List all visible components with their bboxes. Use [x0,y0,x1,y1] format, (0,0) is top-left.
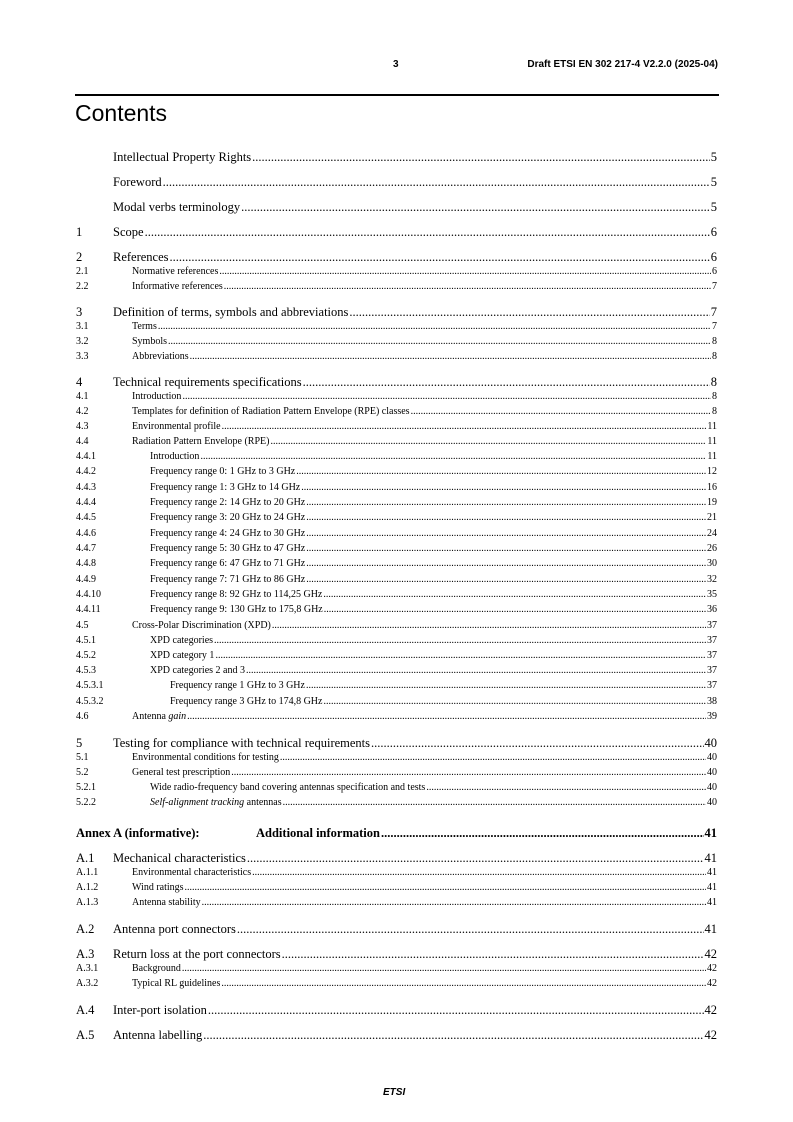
toc-entry[interactable] [76,336,717,347]
toc-entry-page: 41 [704,922,717,936]
toc-entry[interactable] [76,375,717,390]
toc-entry-number: 4 [76,375,83,389]
toc-leader-dots [381,826,704,841]
toc-entry[interactable] [76,512,717,523]
toc-entry-page: 19 [707,497,717,508]
toc-entry-number: 5.1 [76,752,89,763]
toc-leader-dots [219,266,711,277]
toc-entry-number: 4.4.2 [76,466,96,477]
toc-entry-number: 3.1 [76,321,89,332]
toc-leader-dots [145,225,710,240]
toc-leader-dots [214,635,706,646]
toc-entry-title: Inter-port isolation [113,1003,207,1017]
toc-entry[interactable] [76,696,717,707]
toc-entry-number: 4.4.6 [76,528,96,539]
toc-entry-page: 42 [704,1028,717,1042]
toc-entry-number: 2.2 [76,281,89,292]
toc-entry-title: Intellectual Property Rights [113,150,252,164]
toc-entry-number: 4.4.3 [76,482,96,493]
toc-entry-title: Informative references [132,281,223,292]
toc-entry-title: Normative references [132,266,219,277]
toc-entry-page: 40 [707,797,717,808]
page-title: Contents [75,100,168,126]
toc-entry-title: Mechanical characteristics [113,851,246,865]
toc-entry-title: XPD categories [150,635,214,646]
toc-entry-page: 42 [707,963,717,974]
toc-entry-page: 37 [707,620,717,631]
toc-leader-dots [303,375,710,390]
toc-entry-number: A.3.2 [76,978,99,989]
toc-entry-page: 11 [707,451,717,462]
toc-entry-page: 36 [707,604,717,615]
toc-entry-page: 40 [704,736,717,750]
toc-entry-title: Antenna stability [132,897,201,908]
toc-entry-number: A.3 [76,947,95,961]
toc-entry-page: 41 [707,867,717,878]
toc-entry-number: A.4 [76,1003,95,1017]
toc-entry[interactable] [76,589,717,600]
toc-entry-page: 8 [712,336,717,347]
toc-entry-number: 4.4.7 [76,543,96,554]
toc-entry-title: Frequency range 3 GHz to 174,8 GHz [170,696,323,707]
toc-entry[interactable] [76,665,717,676]
toc-entry-title: Frequency range 6: 47 GHz to 71 GHz [150,558,306,569]
toc-leader-dots [283,797,706,808]
toc-entry-number: A.1 [76,851,95,865]
toc-leader-dots [306,512,706,523]
toc-entry-page: 8 [712,391,717,402]
toc-leader-dots [215,650,706,661]
toc-leader-dots [301,482,706,493]
toc-leader-dots [158,321,711,332]
toc-leader-dots [246,665,706,676]
toc-entry[interactable] [76,947,717,962]
toc-entry[interactable] [76,826,717,841]
toc-entry-page: 7 [712,281,717,292]
toc-leader-dots [306,574,706,585]
toc-entry[interactable] [76,482,717,493]
toc-leader-dots [203,1028,703,1043]
toc-entry[interactable] [76,604,717,615]
toc-entry[interactable] [76,752,717,763]
toc-leader-dots [272,620,706,631]
toc-leader-dots [411,406,711,417]
toc-entry-title: Radiation Pattern Envelope (RPE) [132,436,270,447]
toc-entry-page: 24 [707,528,717,539]
toc-entry-page: 8 [710,375,717,389]
toc-entry[interactable] [76,620,717,631]
toc-entry[interactable] [76,281,717,292]
toc-entry-page: 40 [707,782,717,793]
toc-entry[interactable] [76,767,717,778]
toc-entry-number: 3.3 [76,351,89,362]
toc-leader-dots [221,978,706,989]
toc-entry[interactable] [76,266,717,277]
toc-entry[interactable] [76,1028,717,1043]
toc-entry[interactable] [76,225,717,240]
toc-leader-dots [187,711,706,722]
toc-leader-dots [237,922,704,937]
toc-entry-number: 4.5.3.1 [76,680,104,691]
toc-entry-title: Return loss at the port connectors [113,947,281,961]
toc-entry-number: 2.1 [76,266,89,277]
toc-entry-title: Frequency range 7: 71 GHz to 86 GHz [150,574,306,585]
toc-entry-number: Annex A (informative): [76,826,200,840]
toc-entry[interactable] [76,851,717,866]
toc-leader-dots [252,867,706,878]
toc-entry-number: 1 [76,225,83,239]
toc-entry-number: A.1.2 [76,882,99,893]
toc-entry-number: 4.4.5 [76,512,96,523]
toc-entry-page: 37 [707,680,717,691]
toc-leader-dots [202,897,706,908]
toc-entry-number: 4.4.8 [76,558,96,569]
toc-entry[interactable] [76,782,717,793]
toc-leader-dots [200,451,706,462]
header-page-number: 3 [393,59,399,70]
toc-leader-dots [170,250,710,265]
toc-entry[interactable] [76,528,717,539]
toc-entry-page: 35 [707,589,717,600]
toc-entry[interactable] [76,150,717,165]
toc-entry-page: 7 [712,321,717,332]
toc-entry[interactable] [76,436,717,447]
toc-entry-title: Frequency range 5: 30 GHz to 47 GHz [150,543,306,554]
toc-entry-number: 4.4.10 [76,589,101,600]
toc-entry-number: 4.5.1 [76,635,96,646]
toc-entry-title: Frequency range 9: 130 GHz to 175,8 GHz [150,604,323,615]
toc-entry-page: 38 [707,696,717,707]
toc-entry[interactable] [76,736,717,751]
toc-entry-number: A.3.1 [76,963,99,974]
toc-entry-page: 40 [707,752,717,763]
toc-entry-page: 8 [712,351,717,362]
toc-entry-page: 12 [707,466,717,477]
toc-entry-number: A.2 [76,922,95,936]
toc-entry[interactable] [76,305,717,320]
toc-entry[interactable] [76,543,717,554]
toc-entry-page: 5 [710,150,717,164]
toc-entry[interactable] [76,406,717,417]
toc-entry-page: 21 [707,512,717,523]
toc-entry-page: 42 [707,978,717,989]
toc-entry-title: Wind ratings [132,882,184,893]
toc-leader-dots [182,963,706,974]
toc-entry-title: Typical RL guidelines [132,978,221,989]
toc-entry[interactable] [76,680,717,691]
toc-entry-page: 42 [704,1003,717,1017]
toc-leader-dots [349,305,709,320]
toc-entry[interactable] [76,351,717,362]
toc-entry[interactable] [76,650,717,661]
toc-entry-number: 4.4.11 [76,604,101,615]
toc-leader-dots [296,466,706,477]
toc-entry-title: XPD categories 2 and 3 [150,665,245,676]
toc-entry-page: 37 [707,650,717,661]
toc-entry-number: 5.2.1 [76,782,96,793]
toc-entry-page: 37 [707,635,717,646]
toc-leader-dots [323,696,706,707]
toc-entry-page: 41 [707,897,717,908]
toc-entry-number: A.5 [76,1028,95,1042]
toc-entry[interactable] [76,558,717,569]
toc-entry-title: Frequency range 1: 3 GHz to 14 GHz [150,482,301,493]
toc-entry-title: Symbols [132,336,168,347]
toc-entry[interactable] [76,978,717,989]
toc-entry-title: Frequency range 1 GHz to 3 GHz [170,680,305,691]
toc-entry[interactable] [76,497,717,508]
toc-leader-dots [252,150,710,165]
toc-entry-page: 11 [707,436,717,447]
toc-entry-title: Technical requirements specifications [113,375,302,389]
toc-entry-page: 37 [707,665,717,676]
toc-entry[interactable] [76,897,717,908]
toc-entry-number: 4.4 [76,436,89,447]
toc-entry-number: 4.6 [76,711,89,722]
toc-entry-page: 11 [707,421,717,432]
toc-entry-page: 42 [704,947,717,961]
toc-entry-number: 5.2 [76,767,89,778]
toc-entry-page: 41 [704,826,717,840]
toc-entry-title: Environmental conditions for testing [132,752,279,763]
toc-entry-page: 26 [707,543,717,554]
toc-entry[interactable] [76,867,717,878]
toc-entry-title: General test prescription [132,767,231,778]
toc-entry[interactable] [76,391,717,402]
toc-entry-title: Foreword [113,175,162,189]
toc-leader-dots [270,436,706,447]
toc-leader-dots [306,680,706,691]
toc-entry-page: 40 [707,767,717,778]
toc-leader-dots [282,947,704,962]
toc-entry-page: 8 [712,406,717,417]
toc-entry-title: Environmental profile [132,421,221,432]
toc-entry-number: 4.1 [76,391,89,402]
toc-entry-page: 5 [710,175,717,189]
toc-entry-page: 6 [710,250,717,264]
toc-entry-title: Antenna labelling [113,1028,203,1042]
toc-entry-page: 30 [707,558,717,569]
toc-entry-number: 4.4.1 [76,451,96,462]
toc-entry[interactable] [76,175,717,190]
toc-entry[interactable] [76,1003,717,1018]
toc-leader-dots [168,336,711,347]
toc-entry-title: XPD category 1 [150,650,215,661]
toc-entry-page: 41 [707,882,717,893]
toc-entry-title: Introduction [150,451,200,462]
toc-entry-title: Frequency range 8: 92 GHz to 114,25 GHz [150,589,323,600]
toc-entry[interactable] [76,797,717,808]
toc-entry-title-italic: gain [168,711,187,722]
toc-entry-title: References [113,250,169,264]
toc-entry-title: Modal verbs terminology [113,200,241,214]
toc-entry-number: 4.5.2 [76,650,96,661]
toc-leader-dots [182,391,711,402]
toc-leader-dots [224,281,711,292]
toc-entry-page: 39 [707,711,717,722]
toc-leader-dots [323,589,706,600]
toc-entry-title-italic: Self-alignment tracking [150,797,245,808]
toc-entry-number: 5.2.2 [76,797,96,808]
toc-entry-title: Wide radio-frequency band covering antennas specification and tests [150,782,426,793]
toc-entry-title: Environmental characteristics [132,867,252,878]
toc-entry-title: Background [132,963,181,974]
toc-leader-dots [324,604,706,615]
toc-entry[interactable] [76,882,717,893]
toc-entry-number: 4.5 [76,620,89,631]
toc-leader-dots [208,1003,704,1018]
toc-entry[interactable] [76,711,717,722]
toc-leader-dots [426,782,706,793]
toc-entry-title: Templates for definition of Radiation Pattern Envelope (RPE) classes [132,406,410,417]
toc-entry-number: 2 [76,250,83,264]
toc-entry-page: 5 [710,200,717,214]
toc-entry-title: Cross-Polar Discrimination (XPD) [132,620,271,631]
toc-entry-number: 4.5.3.2 [76,696,104,707]
toc-entry-title: Frequency range 3: 20 GHz to 24 GHz [150,512,306,523]
toc-entry-number: A.1.1 [76,867,99,878]
toc-entry[interactable] [76,421,717,432]
toc-entry[interactable] [76,200,717,215]
toc-entry-page: 6 [712,266,717,277]
toc-leader-dots [280,752,706,763]
toc-leader-dots [185,882,706,893]
toc-leader-dots [306,543,706,554]
toc-entry-number: 5 [76,736,83,750]
toc-entry-title: Abbreviations [132,351,189,362]
toc-entry-number: 3.2 [76,336,89,347]
toc-entry-number: 4.2 [76,406,89,417]
toc-leader-dots [306,528,706,539]
toc-entry[interactable] [76,250,717,265]
toc-entry-title: Frequency range 0: 1 GHz to 3 GHz [150,466,296,477]
toc-entry-title: Frequency range 2: 14 GHz to 20 GHz [150,497,306,508]
toc-leader-dots [247,851,704,866]
toc-leader-dots [241,200,710,215]
footer-label: ETSI [383,1087,406,1098]
toc-leader-dots [190,351,711,362]
toc-entry-number: 4.3 [76,421,89,432]
toc-entry[interactable] [76,321,717,332]
toc-entry-title: Terms [132,321,157,332]
toc-entry-page: 7 [710,305,717,319]
toc-entry-title: Antenna [132,711,169,722]
toc-entry-page: 41 [704,851,717,865]
toc-entry-number: 4.4.9 [76,574,96,585]
toc-leader-dots [306,497,706,508]
toc-entry-number: A.1.3 [76,897,99,908]
toc-entry-page: 6 [710,225,717,239]
toc-leader-dots [371,736,703,751]
toc-entry-title: Introduction [132,391,182,402]
toc-entry-number: 4.5.3 [76,665,96,676]
toc-entry-title: Definition of terms, symbols and abbreviations [113,305,349,319]
toc-entry-title: antennas [244,797,282,808]
toc-entry-number: 3 [76,305,83,319]
toc-entry[interactable] [76,963,717,974]
header-document-id: Draft ETSI EN 302 217-4 V2.2.0 (2025-04) [527,59,718,70]
toc-entry-title: Testing for compliance with technical requirements [113,736,371,750]
toc-entry[interactable] [76,466,717,477]
toc-entry-title: Scope [113,225,144,239]
toc-entry[interactable] [76,451,717,462]
toc-leader-dots [231,767,706,778]
toc-entry-title: Additional information [256,826,380,840]
toc-leader-dots [306,558,706,569]
toc-entry-page: 32 [707,574,717,585]
toc-entry[interactable] [76,574,717,585]
toc-entry[interactable] [76,635,717,646]
toc-leader-dots [163,175,710,190]
toc-entry-title: Frequency range 4: 24 GHz to 30 GHz [150,528,306,539]
toc-entry[interactable] [76,922,717,937]
toc-entry-number: 4.4.4 [76,497,96,508]
toc-leader-dots [222,421,707,432]
toc-entry-page: 16 [707,482,717,493]
toc-entry-title: Antenna port connectors [113,922,236,936]
